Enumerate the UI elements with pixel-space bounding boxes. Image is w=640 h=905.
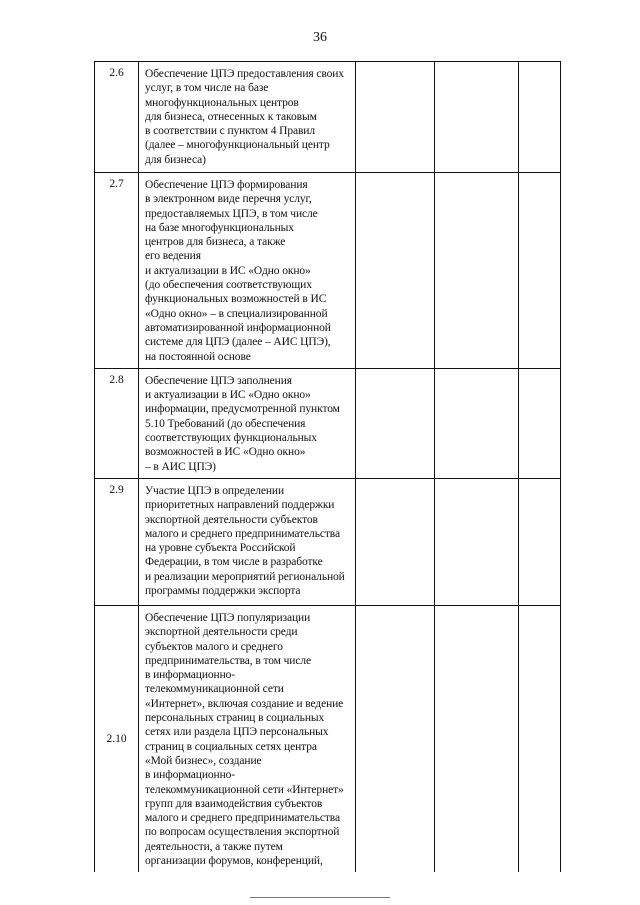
- empty-cell: [435, 605, 519, 872]
- row-number: 2.7: [95, 173, 139, 369]
- row-number: 2.6: [95, 62, 139, 173]
- empty-cell: [435, 478, 519, 605]
- empty-cell: [519, 62, 561, 173]
- table-row: [95, 605, 561, 872]
- page-number: 36: [313, 30, 327, 45]
- empty-cell: [356, 62, 435, 173]
- bottom-divider: [250, 897, 390, 898]
- empty-cell: [435, 368, 519, 478]
- empty-cell: [519, 605, 561, 872]
- row-number: 2.10: [95, 605, 139, 872]
- empty-cell: [435, 173, 519, 369]
- row-number: 2.8: [95, 368, 139, 478]
- table-row: [95, 62, 561, 173]
- row-description: Обеспечение ЦПЭ формирования в электронном виде перечня услуг, предоставляемых ЦПЭ, в том числе на базе многофункциональных центров для бизнеса, а также его ведения и актуализации в ИС «Одно окно» (до обеспечения соответствующих функциональных возможностей в ИС «Одно окно» – в специализированной автоматизированной информационной системе для ЦПЭ (далее – АИС ЦПЭ), на постоянной основе: [139, 173, 356, 369]
- empty-cell: [356, 478, 435, 605]
- empty-cell: [519, 368, 561, 478]
- row-description: Участие ЦПЭ в определении приоритетных направлений поддержки экспортной деятельности субъектов малого и среднего предпринимательства на уровне субъекта Российской Федерации, в том числе в разработке и реализации мероприятий региональной программы поддержки экспорта: [139, 478, 356, 605]
- table-row: [95, 368, 561, 478]
- row-description: Обеспечение ЦПЭ заполнения и актуализации в ИС «Одно окно» информации, предусмотренной пунктом 5.10 Требований (до обеспечения соответствующих функциональных возможностей в ИС «Одно окно» – в АИС ЦПЭ): [139, 368, 356, 478]
- row-description: Обеспечение ЦПЭ предоставления своих услуг, в том числе на базе многофункциональных центров для бизнеса, отнесенных к таковым в соответствии с пунктом 4 Правил (далее – многофункциональный центр для бизнеса): [139, 62, 356, 173]
- empty-cell: [356, 605, 435, 872]
- measures-table: [94, 61, 561, 872]
- table-row: [95, 173, 561, 369]
- empty-cell: [519, 478, 561, 605]
- row-number: 2.9: [95, 478, 139, 605]
- empty-cell: [435, 62, 519, 173]
- empty-cell: [356, 368, 435, 478]
- row-description: Обеспечение ЦПЭ популяризации экспортной деятельности среди субъектов малого и среднего предпринимательства, в том числе в информационно- телекоммуникационной сети «Интернет», включая создание и ведение персональных страниц в социальных сетях или раздела ЦПЭ персональных страниц в социальных сетях центра «Мой бизнес», создание в информационно- телекоммуникационной сети «Интернет» групп для взаимодействия субъектов малого и среднего предпринимательства по вопросам осуществления экспортной деятельности, а также путем организации форумов, конференций,: [139, 605, 356, 872]
- empty-cell: [356, 173, 435, 369]
- table-row: [95, 478, 561, 605]
- empty-cell: [519, 173, 561, 369]
